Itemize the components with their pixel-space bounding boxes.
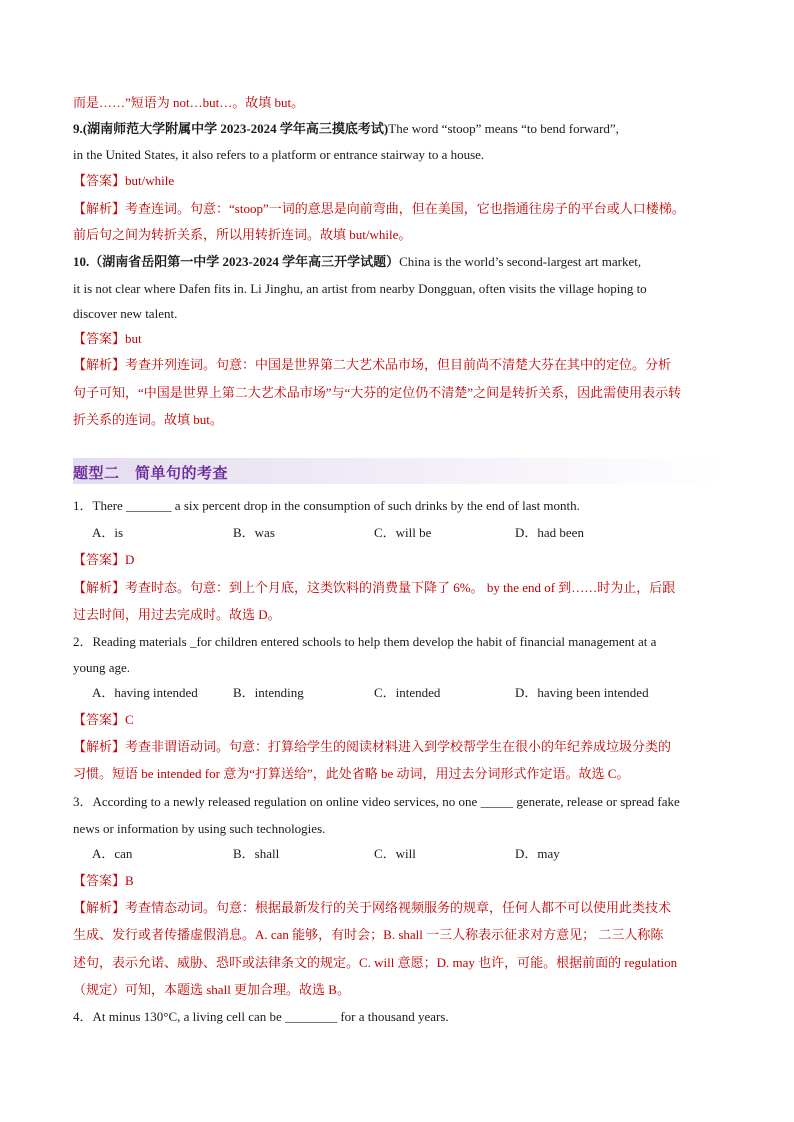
question-1-options — [92, 524, 742, 542]
question-3-stem-cont: news or information by using such technologies. — [73, 821, 326, 836]
question-3-option-d: D．may — [515, 846, 560, 861]
section-title: 题型二 简单句的考查 — [73, 464, 229, 482]
question-10-answer: 【答案】but — [73, 331, 142, 346]
question-10-text-end: discover new talent. — [73, 306, 178, 321]
question-4-stem: 4．At minus 130°C, a living cell can be ________ for a thousand years. — [73, 1009, 449, 1024]
question-3-explanation-4: （规定）可知，本题选 shall 更加合理。故选 B。 — [73, 982, 350, 997]
question-10-text-cont: it is not clear where Dafen fits in. Li Jinghu, an artist from nearby Dongguan, often visits the village hoping to — [73, 281, 647, 296]
question-2-answer: 【答案】C — [73, 712, 134, 727]
question-3-option-a: A．can — [92, 846, 133, 861]
question-10-source: 10.（湖南省岳阳第一中学 2023-2024 学年高三开学试题） — [73, 254, 400, 269]
question-2-explanation-cont: 习惯。短语 be intended for 意为“打算送给”，此处省略 be 动词，用过去分词形式作定语。故选 C。 — [73, 766, 630, 781]
question-2-option-d: D．having been intended — [515, 685, 649, 700]
question-1-explanation: 【解析】考查时态。句意：到上个月底，这类饮料的消费量下降了 6%。 by the end of 到……时为止，后跟 — [73, 580, 676, 595]
question-9-text-cont: in the United States, it also refers to a platform or entrance stairway to a house. — [73, 147, 485, 162]
section-heading — [73, 458, 723, 484]
question-1-option-d: D．had been — [515, 525, 584, 540]
question-1-option-c: C．will be — [374, 525, 432, 540]
question-3-explanation-2: 生成、发行或者传播虚假消息。A. can 能够，有时会；B. shall 一三人称表示征求对方意见； 二三人称陈 — [73, 927, 664, 942]
question-3-options — [92, 845, 742, 863]
question-10-explanation-end: 折关系的连词。故填 but。 — [73, 412, 223, 427]
question-9-source: 9.(湖南师范大学附属中学 2023-2024 学年高三摸底考试) — [73, 121, 389, 136]
question-3-explanation: 【解析】考查情态动词。句意：根据最新发行的关于网络视频服务的规章，任何人都不可以使用此类技术 — [73, 900, 672, 915]
question-9 — [73, 120, 723, 138]
question-2-stem-cont: young age. — [73, 660, 131, 675]
question-3-explanation-3: 述句，表示允诺、威胁、恐吓或法律条文的规定。C. will 意愿；D. may 也许，可能。根据前面的 regulation — [73, 955, 678, 970]
question-9-explanation-cont: 前后句之间为转折关系，所以用转折连词。故填 but/while。 — [73, 227, 412, 242]
question-9-text: The word “stoop” means “to bend forward”, — [388, 121, 619, 136]
question-10-explanation: 【解析】考查并列连词。句意：中国是世界第二大艺术品市场，但目前尚不清楚大芬在其中的定位。分析 — [73, 357, 672, 372]
question-1-option-a: A．is — [92, 525, 124, 540]
question-10-explanation-cont: 句子可知，“中国是世界上第二大艺术品市场”与“大芬的定位仍不清楚”之间是转折关系，因此需使用表示转 — [73, 385, 682, 400]
question-2-option-b: B．intending — [233, 685, 304, 700]
question-1-stem: 1．There _______ a six percent drop in the consumption of such drinks by the end of last month. — [73, 498, 580, 513]
question-1-option-b: B．was — [233, 525, 275, 540]
question-1-explanation-cont: 过去时间，用过去完成时。故选 D。 — [73, 607, 281, 622]
question-3-option-b: B．shall — [233, 846, 280, 861]
question-2-stem: 2．Reading materials _for children entered schools to help them develop the habit of financial management at a — [73, 634, 657, 649]
question-2-option-c: C．intended — [374, 685, 441, 700]
question-2-options — [92, 684, 742, 702]
question-10 — [73, 253, 723, 271]
question-3-option-c: C．will — [374, 846, 416, 861]
question-3-stem: 3．According to a newly released regulation on online video services, no one _____ generate, release or spread fake — [73, 794, 680, 809]
prev-explanation-tail: 而是……”短语为 not…but…。故填 but。 — [73, 95, 305, 110]
question-9-answer: 【答案】but/while — [73, 173, 175, 188]
question-2-explanation: 【解析】考查非谓语动词。句意：打算给学生的阅读材料进入到学校帮学生在很小的年纪养成垃圾分类的 — [73, 739, 672, 754]
question-1-answer: 【答案】D — [73, 552, 135, 567]
question-2-option-a: A．having intended — [92, 685, 198, 700]
question-9-explanation: 【解析】考查连词。句意：“stoop”一词的意思是向前弯曲，但在美国，它也指通往房子的平台或人口楼梯。 — [73, 201, 685, 216]
question-10-text: China is the world’s second-largest art market, — [399, 254, 642, 269]
question-3-answer: 【答案】B — [73, 873, 134, 888]
